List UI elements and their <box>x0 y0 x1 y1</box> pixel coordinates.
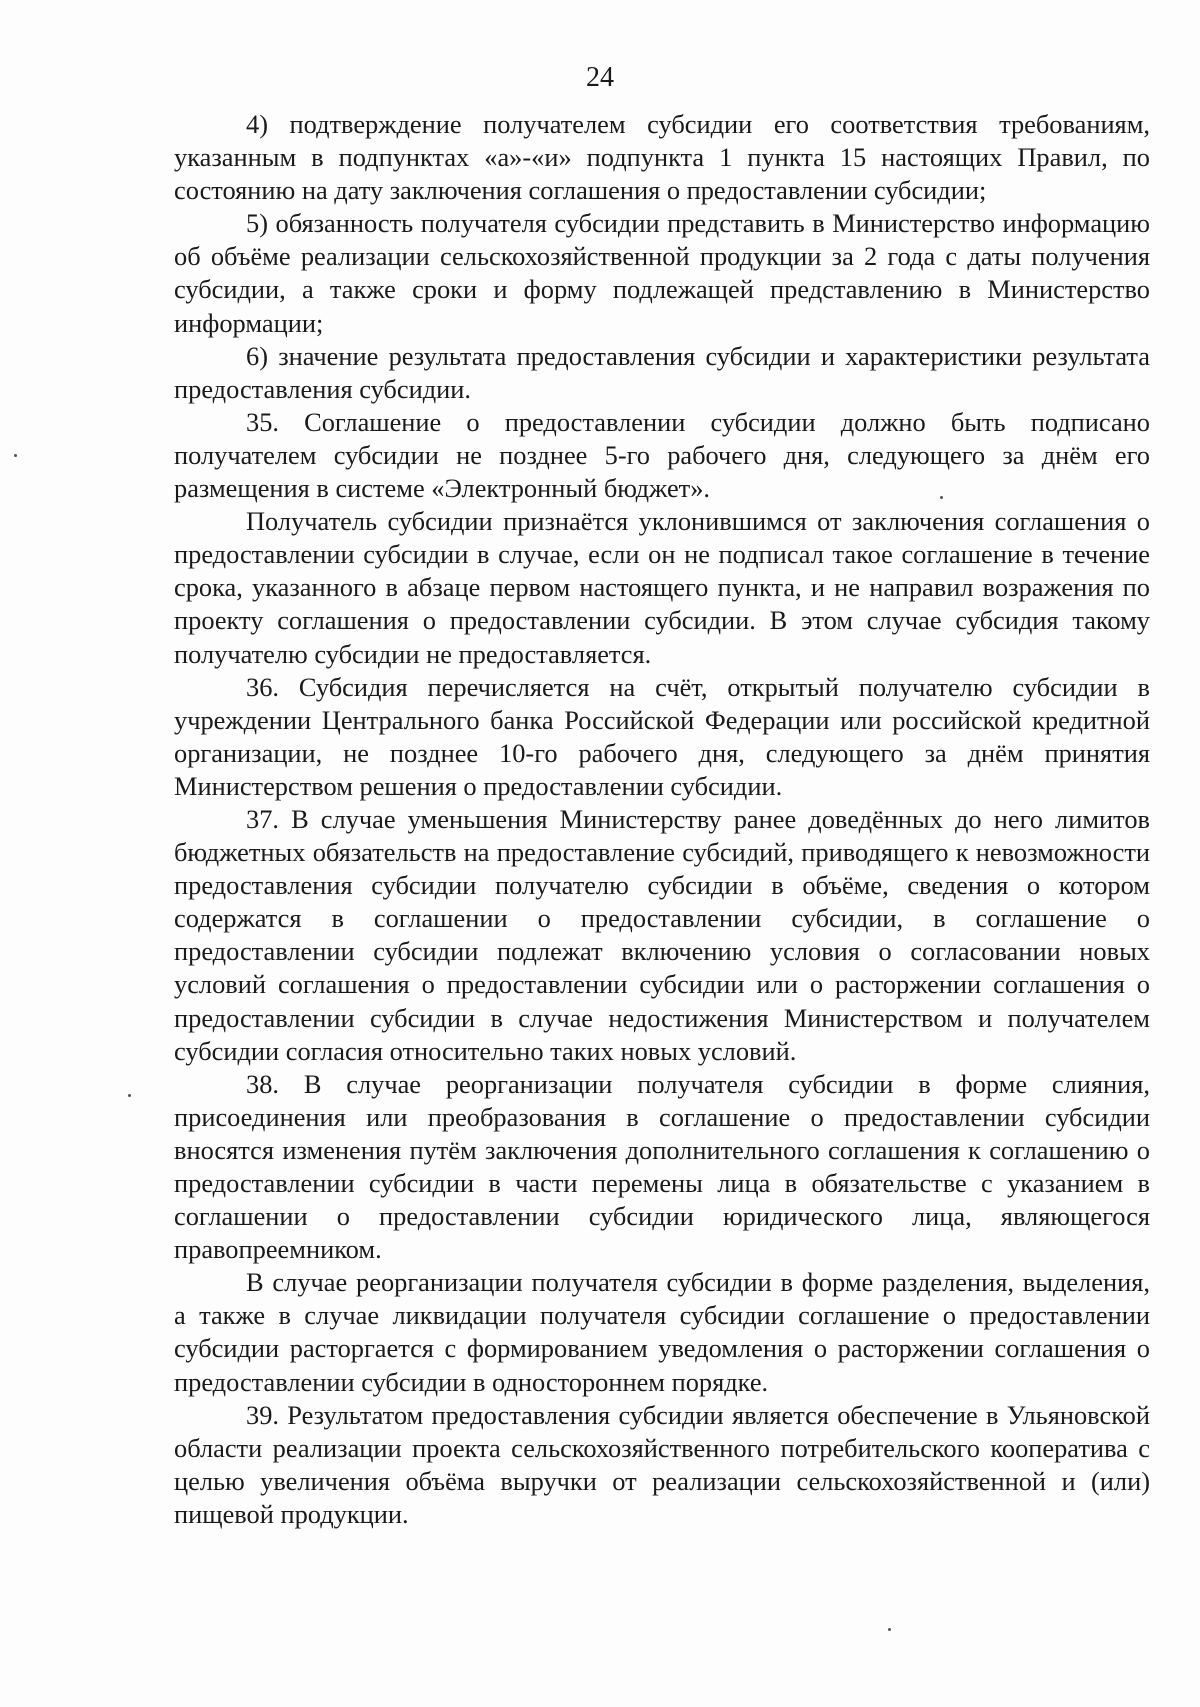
scan-speck <box>14 454 17 457</box>
paragraph-item-6: 6) значение результата предоставления субсидии и характеристики результата предоставления субсидии. <box>174 340 1150 404</box>
paragraph-clause-37: 37. В случае уменьшения Министерству ранее доведённых до него лимитов бюджетных обязательств на предоставление субсидий, приводящего к невозможности предоставления субсидии получателю субсидии в объёме, сведения о котором содержатся в соглашении о предоставлении субсидии, в соглашение о предоставлении субсидии подлежат включению условия о согласовании новых условий соглашения о предоставлении субсидии или о расторжении соглашения о предоставлении субсидии в случае недостижения Министерством и получателем субсидии согласия относительно таких новых условий. <box>174 803 1150 1066</box>
paragraph-item-5: 5) обязанность получателя субсидии представить в Министерство информацию об объёме реализации сельскохозяйственной продукции за 2 года с даты получения субсидии, а также сроки и форму подлежащей представлению в Министерство информации; <box>174 208 1150 338</box>
scan-speck <box>128 1094 131 1097</box>
paragraph-item-4: 4) подтверждение получателем субсидии его соответствия требованиям, указанным в подпунктах «а»-«и» подпункта 1 пункта 15 настоящих Правил, по состоянию на дату заключения соглашения о предоставлении субсидии; <box>174 109 1150 206</box>
paragraph-clause-38: 38. В случае реорганизации получателя субсидии в форме слияния, присоединения или преобразования в соглашение о предоставлении субсидии вносятся изменения путём заключения дополнительного соглашения к соглашению о предоставлении субсидии в части перемены лица в обязательстве с указанием в соглашении о предоставлении субсидии юридического лица, являющегося правопреемником. <box>174 1068 1150 1265</box>
paragraph-clause-35: 35. Соглашение о предоставлении субсидии должно быть подписано получателем субсидии не позднее 5-го рабочего дня, следующего за днём его размещения в системе «Электронный бюджет». <box>174 406 1150 504</box>
paragraph-clause-38-part-2: В случае реорганизации получателя субсидии в форме разделения, выделения, а также в случае ликвидации получателя субсидии соглашение о предоставлении субсидии расторгается с формированием уведомления о расторжении соглашения о предоставлении субсидии в одностороннем порядке. <box>174 1267 1150 1397</box>
scan-speck <box>888 1628 891 1631</box>
paragraph-clause-39: 39. Результатом предоставления субсидии является обеспечение в Ульяновской области реализации проекта сельскохозяйственного потребительского кооператива с целью увеличения объёма выручки от реализации сельскохозяйственной и (или) пищевой продукции. <box>174 1399 1150 1529</box>
scan-speck <box>940 496 943 499</box>
paragraph-clause-35-part-2: Получатель субсидии признаётся уклонившимся от заключения соглашения о предоставлении субсидии в случае, если он не подписал такое соглашение в течение срока, указанного в абзаце первом настоящего пункта, и не направил возражения по проекту соглашения о предоставлении субсидии. В этом случае субсидия такому получателю субсидии не предоставляется. <box>174 506 1150 669</box>
page-number: 24 <box>586 62 614 93</box>
paragraph-clause-36: 36. Субсидия перечисляется на счёт, открытый получателю субсидии в учреждении Центрального банка Российской Федерации или российской кредитной организации, не позднее 10-го рабочего дня, следующего за днём принятия Министерством решения о предоставлении субсидии. <box>174 671 1150 801</box>
document-body <box>174 108 1150 1531</box>
